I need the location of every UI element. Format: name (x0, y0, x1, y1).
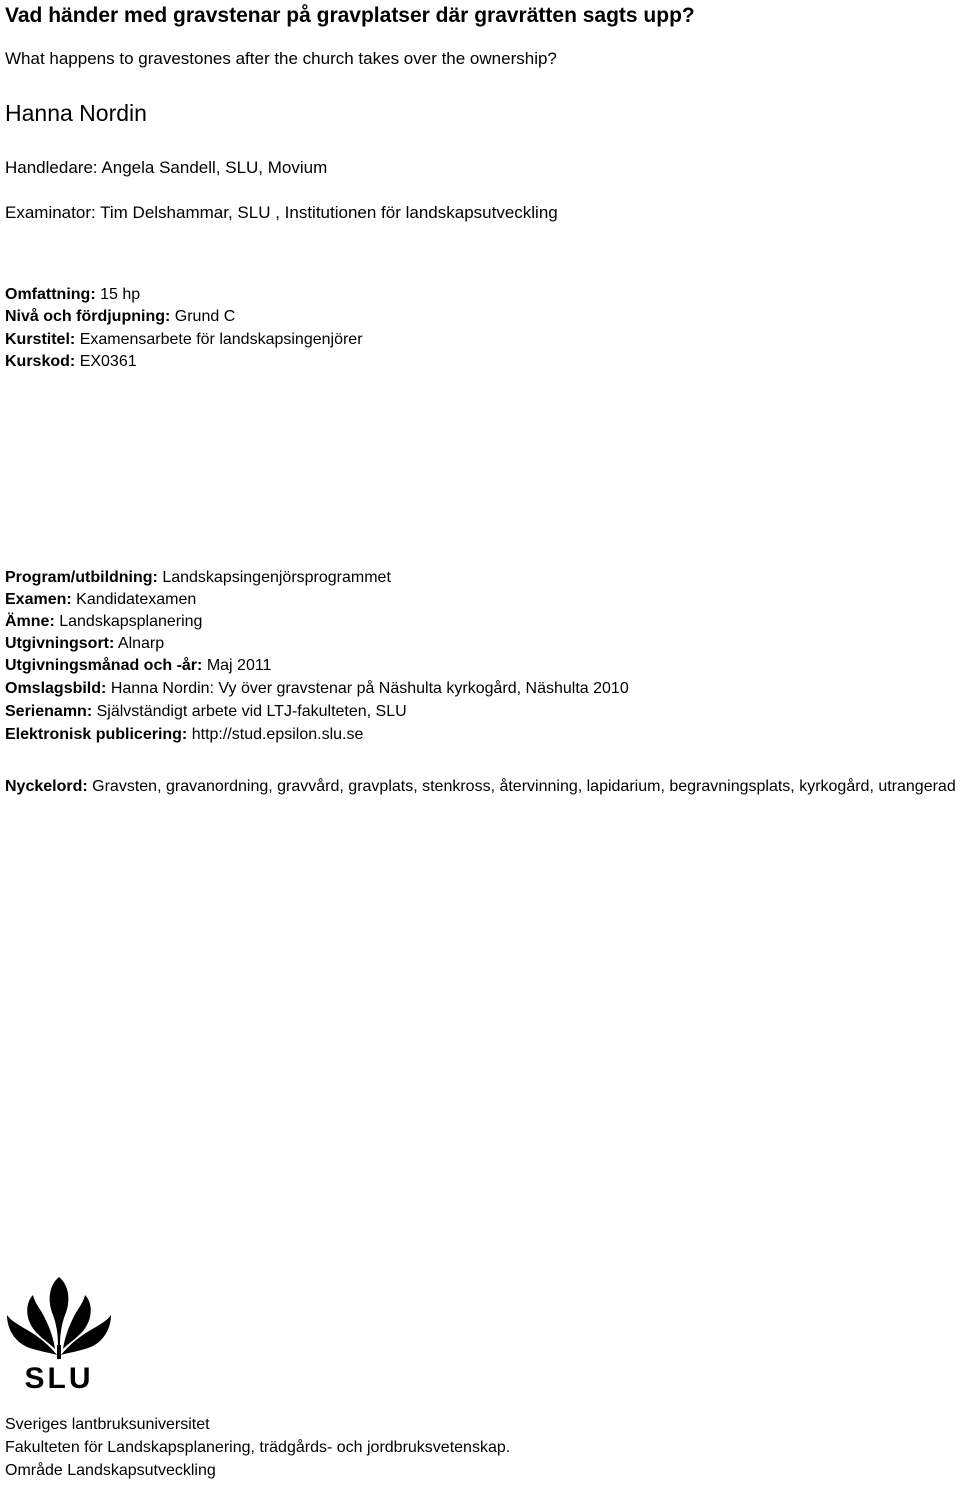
series-label: Serienamn: (5, 703, 93, 720)
publication-date-line (5, 657, 271, 675)
course-title-value: Examensarbete för landskapsingenjörer (79, 331, 363, 348)
examiner-value: Tim Delshammar, SLU , Institutionen för landskapsutveckling (100, 203, 558, 222)
examiner-line (5, 203, 558, 223)
course-scope-label: Omfattning: (5, 286, 96, 303)
author-name: Hanna Nordin (5, 100, 147, 126)
cover-image-value: Hanna Nordin: Vy över gravstenar på Näshulta kyrkogård, Näshulta 2010 (110, 680, 629, 697)
program-value: Landskapsingenjörsprogrammet (162, 569, 391, 586)
publication-date-value: Maj 2011 (206, 657, 272, 674)
examiner-label: Examinator: (5, 203, 96, 222)
course-code-value: EX0361 (79, 353, 137, 370)
document-subtitle: What happens to gravestones after the church takes over the ownership? (5, 49, 557, 68)
publication-place-value: Alnarp (117, 635, 165, 652)
supervisor-value: Angela Sandell, SLU, Movium (101, 158, 328, 177)
program-line (5, 569, 391, 587)
slu-leaf-logo-icon (3, 1275, 115, 1390)
document-title: Vad händer med gravstenar på gravplatser där gravrätten sagts upp? (5, 4, 695, 27)
cover-image-line (5, 680, 629, 698)
e-publication-link[interactable]: http://stud.epsilon.slu.se (191, 726, 364, 743)
publication-place-line (5, 635, 164, 653)
course-level-value: Grund C (174, 308, 236, 325)
course-title-line (5, 331, 363, 349)
degree-line (5, 591, 196, 609)
keywords-label: Nyckelord: (5, 778, 88, 795)
footer-area: Område Landskapsutveckling (5, 1462, 216, 1479)
supervisor-line (5, 158, 327, 178)
course-level-line (5, 308, 235, 326)
e-publication-label: Elektronisk publicering: (5, 726, 188, 743)
keywords-paragraph (5, 775, 960, 798)
course-scope-value: 15 hp (100, 286, 141, 303)
subject-value: Landskapsplanering (59, 613, 203, 630)
subject-label: Ämne: (5, 613, 55, 630)
publication-place-label: Utgivningsort: (5, 635, 115, 652)
course-level-label: Nivå och fördjupning: (5, 308, 171, 325)
series-line (5, 703, 407, 721)
subject-line (5, 613, 202, 631)
degree-label: Examen: (5, 591, 72, 608)
publication-date-label: Utgivningsmånad och -år: (5, 657, 203, 674)
program-label: Program/utbildning: (5, 569, 158, 586)
slu-logo-text: SLU (24, 1362, 94, 1390)
series-value: Självständigt arbete vid LTJ-fakulteten, SLU (96, 703, 407, 720)
degree-value: Kandidatexamen (76, 591, 197, 608)
course-scope-line (5, 286, 140, 304)
supervisor-label: Handledare: (5, 158, 98, 177)
keywords-value: Gravsten, gravanordning, gravvård, gravplats, stenkross, återvinning, lapidarium, begravningsplats, kyrkogård, utrangerad (92, 778, 956, 795)
cover-image-label: Omslagsbild: (5, 680, 107, 697)
course-code-line (5, 353, 137, 371)
course-title-label: Kurstitel: (5, 331, 76, 348)
e-publication-line (5, 726, 363, 744)
footer-faculty: Fakulteten för Landskapsplanering, trädgårds- och jordbruksvetenskap. (5, 1439, 511, 1456)
course-code-label: Kurskod: (5, 353, 76, 370)
footer-university: Sveriges lantbruksuniversitet (5, 1416, 210, 1433)
